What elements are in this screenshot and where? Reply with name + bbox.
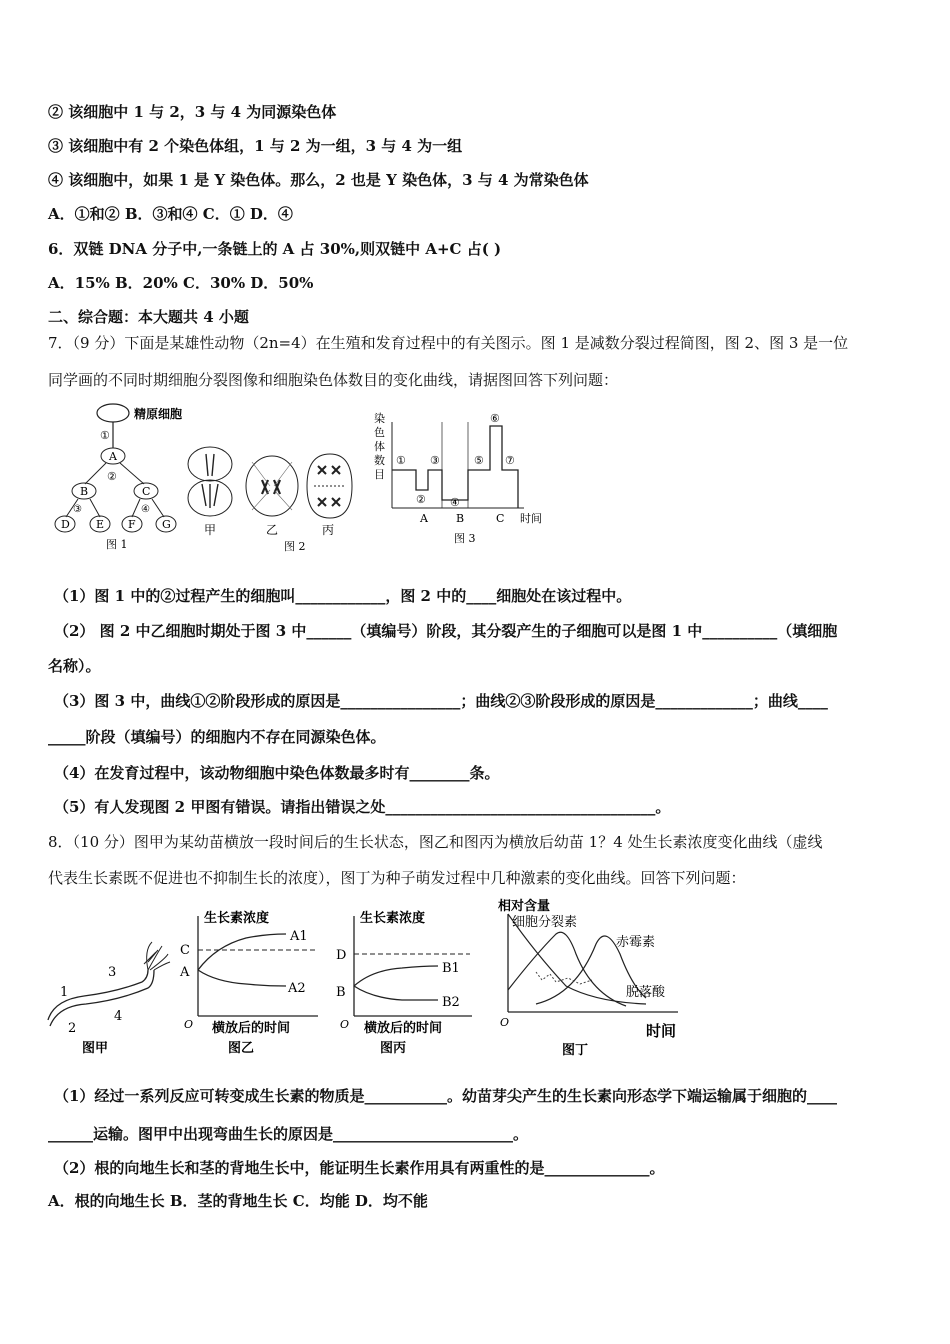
x-axis-label: 时间 — [520, 512, 542, 525]
ylabel-char-1: 染 — [374, 412, 385, 425]
question-7-5: （5）有人发现图 2 甲图有错误。请指出错误之处____________________________________。 — [54, 798, 671, 816]
question-7-2-cont: 名称）。 — [48, 657, 101, 675]
question-8-cont: 代表生长素既不促进也不抑制生长的浓度），图丁为种子萌发过程中几种激素的变化曲线。回答下列问题： — [48, 869, 746, 887]
question-7-2: （2） 图 2 中乙细胞时期处于图 3 中______（填编号）阶段，其分裂产生的子细胞可以是图 1 中__________（填细胞 — [54, 622, 838, 640]
node-g: G — [162, 518, 171, 531]
question-8-2: （2）根的向地生长和茎的背地生长中，能证明生长素作用具有两重性的是______________。 — [54, 1159, 665, 1177]
stage-7: ⑦ — [505, 454, 515, 467]
figure-bing-chart — [332, 906, 482, 1058]
ding-abscisic-acid: 脱落酸 — [626, 985, 666, 1000]
question-7-1: （1）图 1 中的②过程产生的细胞叫____________，图 2 中的____细胞处在该过程中。 — [54, 587, 632, 605]
label-spermatogonium: 精原细胞 — [134, 407, 183, 421]
q5-choices: A．①和② B．③和④ C．① D．④ — [48, 205, 293, 223]
point-4: 4 — [114, 1009, 123, 1024]
q8-2-choices: A．根的向地生长 B．茎的背地生长 C．均能 D．均不能 — [48, 1192, 428, 1210]
ylabel-char-4: 数 — [374, 454, 385, 467]
figure-yi-chart — [176, 906, 326, 1058]
ding-ylabel: 相对含量 — [498, 899, 551, 914]
cell-jia-label: 甲 — [204, 523, 217, 537]
option-statement-4: ④ 该细胞中，如果 1 是 Y 染色体。那么，2 也是 Y 染色体，3 与 4 为常染色体 — [48, 171, 589, 189]
yi-ylabel: 生长素浓度 — [204, 911, 270, 926]
bing-xlabel: 横放后的时间 — [364, 1021, 443, 1036]
point-2: 2 — [68, 1021, 77, 1036]
cell-yi-label: 乙 — [266, 523, 279, 537]
question-7-3-cont: _____阶段（填编号）的细胞内不存在同源染色体。 — [48, 728, 386, 746]
question-7-4: （4）在发育过程中，该动物细胞中染色体数最多时有________条。 — [54, 764, 500, 782]
figure-ding-caption: 图丁 — [562, 1043, 589, 1058]
yi-xlabel: 横放后的时间 — [212, 1021, 291, 1036]
ylabel-char-2: 色 — [374, 426, 385, 439]
stage-1: ① — [396, 454, 406, 467]
stage-6: ⑥ — [490, 412, 500, 425]
bing-b: B — [336, 985, 346, 1000]
step-3-label: ③ — [73, 504, 82, 515]
question-6: 6．双链 DNA 分子中,一条链上的 A 占 30%,则双链中 A+C 占( ) — [48, 240, 502, 258]
step-4-label: ④ — [141, 504, 150, 515]
question-7-cont: 同学画的不同时期细胞分裂图像和细胞染色体数目的变化曲线，请据图回答下列问题： — [48, 371, 619, 389]
bing-ylabel: 生长素浓度 — [360, 911, 426, 926]
stage-5: ⑤ — [474, 454, 484, 467]
cell-bing-label: 丙 — [322, 523, 335, 537]
figure-1-meiosis — [48, 402, 183, 552]
option-statement-3: ③ 该细胞中有 2 个染色体组，1 与 2 为一组，3 与 4 为一组 — [48, 137, 463, 155]
node-a: A — [109, 450, 117, 463]
node-e: E — [96, 518, 105, 531]
stage-3: ③ — [430, 454, 440, 467]
section-heading: 二、综合题：本大题共 4 小题 — [48, 308, 249, 326]
step-1-label: ① — [100, 429, 110, 442]
q6-choices: A．15% B．20% C．30% D．50% — [48, 274, 314, 292]
stage-4: ④ — [450, 496, 460, 509]
node-d: D — [61, 518, 70, 531]
bing-b1: B1 — [442, 961, 460, 976]
xtick-a: A — [420, 512, 428, 525]
figure-bing-caption: 图丙 — [380, 1041, 407, 1056]
ding-xlabel: 时间 — [646, 1022, 677, 1040]
node-f: F — [128, 518, 136, 531]
question-7: 7．（9 分）下面是某雄性动物（2n=4）在生殖和发育过程中的有关图示。图 1 是减数分裂过程简图，图 2、图 3 是一位 — [48, 334, 849, 352]
bing-b2: B2 — [442, 995, 460, 1010]
point-1: 1 — [60, 985, 69, 1000]
figure-3-caption: 图 3 — [454, 532, 476, 545]
xtick-c: C — [496, 512, 505, 525]
yi-a1: A1 — [290, 929, 308, 944]
point-3: 3 — [108, 965, 117, 980]
question-7-3: （3）图 3 中，曲线①②阶段形成的原因是________________；曲线②③阶段形成的原因是_____________；曲线____ — [54, 692, 828, 710]
figure-jia-caption: 图甲 — [82, 1041, 109, 1056]
ding-cytokinin: 细胞分裂素 — [512, 915, 578, 930]
node-b: B — [80, 485, 89, 498]
yi-c: C — [180, 943, 190, 958]
yi-a2: A2 — [288, 981, 306, 996]
ding-origin: O — [500, 1016, 510, 1029]
figure-ding-chart — [496, 894, 692, 1060]
figure-jia-seedling — [44, 940, 174, 1058]
question-8: 8．（10 分）图甲为某幼苗横放一段时间后的生长状态，图乙和图丙为横放后幼苗 1？4 处生长素浓度变化曲线（虚线 — [48, 833, 823, 851]
yi-origin: O — [184, 1018, 194, 1031]
ding-gibberellin: 赤霉素 — [616, 935, 656, 950]
step-2-label: ② — [107, 470, 117, 483]
ylabel-char-3: 体 — [374, 440, 385, 453]
ylabel-char-5: 目 — [374, 468, 385, 481]
question-8-1-cont: ______运输。图甲中出现弯曲生长的原因是________________________。 — [48, 1125, 529, 1143]
yi-a: A — [180, 965, 190, 980]
stage-2: ② — [416, 493, 426, 506]
figure-1-caption: 图 1 — [106, 538, 128, 551]
question-8-1: （1）经过一系列反应可转变成生长素的物质是___________。幼苗芽尖产生的生长素向形态学下端运输属于细胞的____ — [54, 1087, 837, 1105]
node-c: C — [142, 485, 151, 498]
figure-2-cells — [182, 440, 357, 552]
figure-yi-caption: 图乙 — [228, 1041, 255, 1056]
figure-2-caption: 图 2 — [284, 540, 306, 552]
bing-origin: O — [340, 1018, 350, 1031]
option-statement-2: ② 该细胞中 1 与 2，3 与 4 为同源染色体 — [48, 103, 337, 121]
bing-d: D — [336, 948, 347, 963]
xtick-b: B — [456, 512, 465, 525]
figure-3-chromosome-curve — [368, 408, 558, 550]
